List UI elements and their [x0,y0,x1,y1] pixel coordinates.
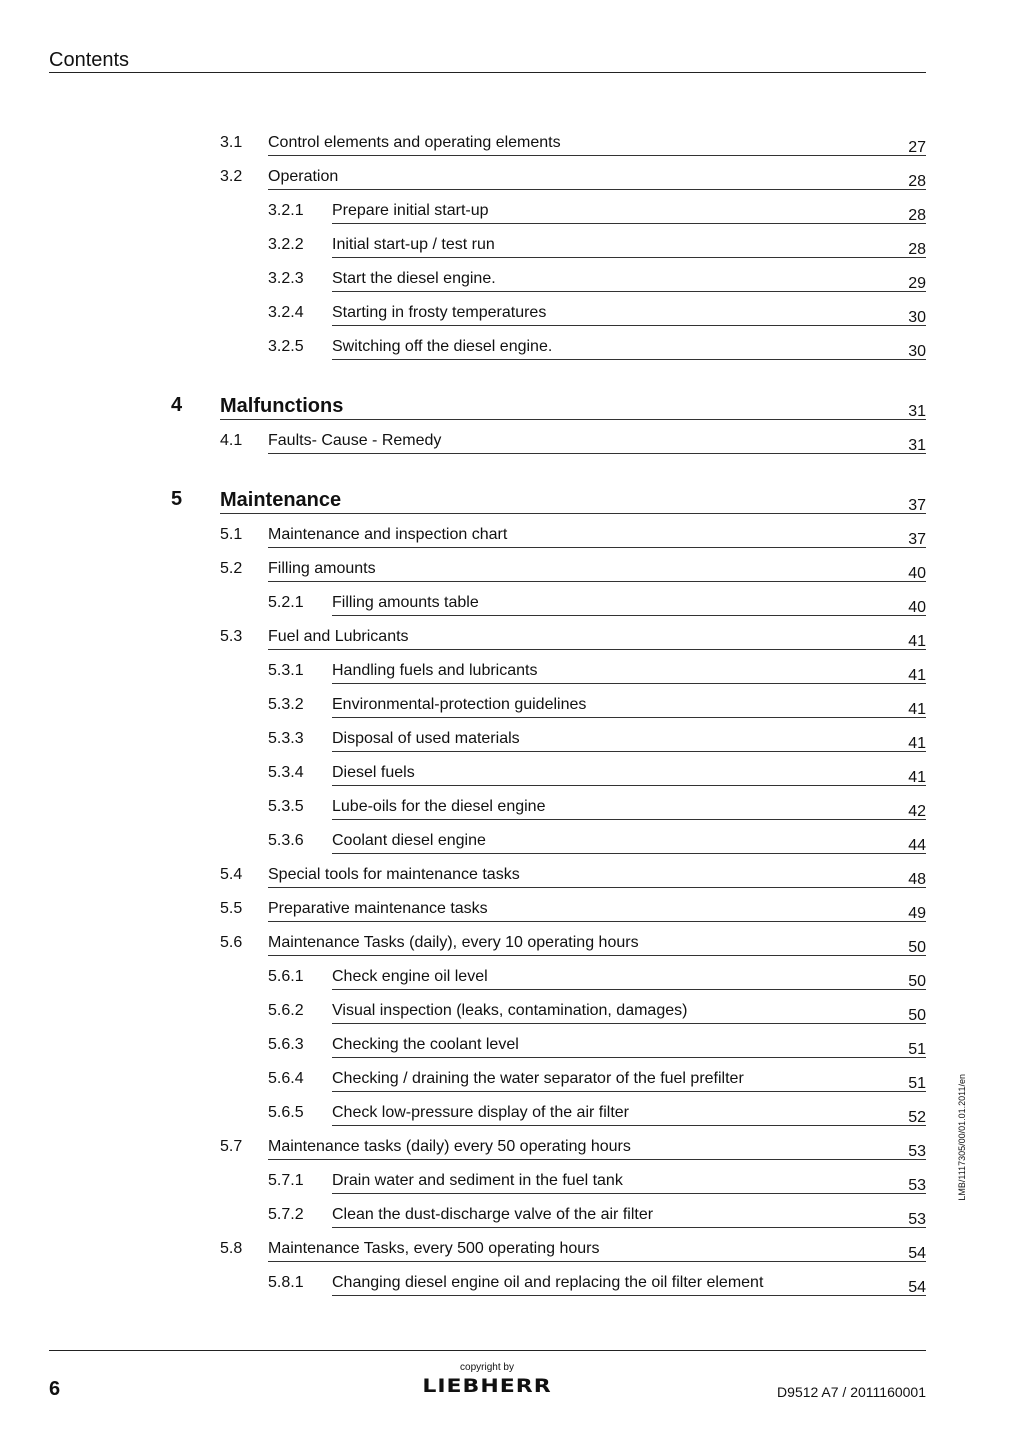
toc-entry-page: 50 [908,973,926,990]
toc-entry-page: 53 [908,1177,926,1194]
toc-entry-number: 5.6.3 [268,1036,304,1053]
toc-entry-number: 5.2 [220,560,243,577]
toc-entry-page: 27 [908,139,926,156]
toc-entry-title: Diesel fuels [332,764,415,781]
toc-entry-rule [332,661,926,684]
toc-entry-number: 3.2.2 [268,236,304,253]
toc-entry-rule [332,1035,926,1058]
toc-entry-page: 54 [908,1245,926,1262]
toc-entry-page: 37 [908,497,926,514]
toc-entry-number: 5.1 [220,526,243,543]
toc-entry-rule [332,1001,926,1024]
toc-entry-number: 3.2.5 [268,338,304,355]
toc-entry-number: 3.2 [220,168,243,185]
toc-entry-rule [268,1239,926,1262]
toc-entry-number: 5.3.6 [268,832,304,849]
toc-entry-rule [268,133,926,156]
toc-entry-title: Handling fuels and lubricants [332,662,538,679]
toc-entry-rule [268,559,926,582]
toc-entry-title: Coolant diesel engine [332,832,486,849]
toc-entry-rule [268,431,926,454]
toc-entry-number: 3.1 [220,134,243,151]
toc-entry-rule [332,337,926,360]
toc-entry-page: 40 [908,599,926,616]
toc-entry-number: 5.6.5 [268,1104,304,1121]
toc-entry-page: 53 [908,1211,926,1228]
toc-entry-page: 54 [908,1279,926,1296]
toc-entry-page: 41 [908,667,926,684]
toc-entry-page: 31 [908,403,926,420]
toc-entry-rule [332,593,926,616]
toc-entry-page: 51 [908,1041,926,1058]
toc-entry-page: 52 [908,1109,926,1126]
toc-entry-rule [268,525,926,548]
toc-entry-title: Filling amounts [268,560,376,577]
toc-entry-page: 41 [908,769,926,786]
header-title: Contents [49,49,130,71]
toc-entry-title: Control elements and operating elements [268,134,561,151]
toc-entry-rule [332,235,926,258]
toc-entry-number: 5.4 [220,866,243,883]
toc-entry-page: 30 [908,309,926,326]
toc-entry-page: 41 [908,735,926,752]
toc-entry-page: 28 [908,241,926,258]
toc-entry-rule [268,933,926,956]
toc-entry-number: 5.3.1 [268,662,304,679]
toc-entry-title: Checking the coolant level [332,1036,519,1053]
toc-entry-title: Maintenance Tasks (daily), every 10 operating hours [268,934,639,951]
toc-entry-title: Disposal of used materials [332,730,520,747]
page-number: 6 [49,1378,61,1400]
toc-entry-number: 4 [171,394,183,416]
page-header [49,48,926,73]
toc-entry-rule [332,269,926,292]
toc-entry-rule [332,1273,926,1296]
toc-entry-page: 51 [908,1075,926,1092]
toc-entry-page: 30 [908,343,926,360]
toc-entry-title: Clean the dust-discharge valve of the air filter [332,1206,654,1223]
toc-entry-number: 5.2.1 [268,594,304,611]
footer-divider [49,1350,926,1351]
toc-entry-title: Maintenance and inspection chart [268,526,508,543]
toc-entry-title: Prepare initial start-up [332,202,489,219]
toc-entry-number: 5.6.4 [268,1070,304,1087]
toc-entry-page: 37 [908,531,926,548]
side-document-code: LMB/1117305/00/01.01.2011/en [957,1074,967,1201]
toc-entry-page: 28 [908,173,926,190]
toc-entry-page: 41 [908,633,926,650]
toc-entry-rule [332,695,926,718]
toc-entry-rule [332,303,926,326]
toc-entry-title: Changing diesel engine oil and replacing the oil filter element [332,1274,764,1291]
toc-entry-title: Check low-pressure display of the air filter [332,1104,630,1121]
toc-entry-title: Fuel and Lubricants [268,628,409,645]
toc-entry-title: Maintenance [220,489,342,511]
toc-entry-rule [268,865,926,888]
toc-entry-title: Drain water and sediment in the fuel tank [332,1172,623,1189]
toc-entry-title: Special tools for maintenance tasks [268,866,520,883]
toc-entry-title: Environmental-protection guidelines [332,696,587,713]
toc-entry-page: 50 [908,939,926,956]
toc-entry-number: 5.8 [220,1240,243,1257]
toc-entry-rule [220,491,926,514]
toc-entry-title: Visual inspection (leaks, contamination, damages) [332,1002,688,1019]
toc-entry-rule [332,1171,926,1194]
toc-entry-rule [268,627,926,650]
toc-entry-rule [332,831,926,854]
toc-entry-page: 42 [908,803,926,820]
toc-entry-number: 5.5 [220,900,243,917]
toc-entry-number: 5.6.2 [268,1002,304,1019]
toc-entry-page: 53 [908,1143,926,1160]
toc-entry-rule [332,1205,926,1228]
toc-entry-number: 4.1 [220,432,243,449]
toc-entry-page: 31 [908,437,926,454]
toc-entry-rule [332,763,926,786]
toc-entry-page: 48 [908,871,926,888]
toc-entry-number: 5.7.2 [268,1206,304,1223]
toc-entry-title: Preparative maintenance tasks [268,900,488,917]
toc-entry-rule [332,1103,926,1126]
toc-entry-number: 5 [171,488,183,510]
liebherr-logo: LIEBHERR [422,1375,552,1398]
toc-entry-title: Faults- Cause - Remedy [268,432,442,449]
toc-entry-title: Checking / draining the water separator of the fuel prefilter [332,1070,744,1087]
toc-entry-number: 5.3.5 [268,798,304,815]
toc-entry-number: 3.2.4 [268,304,304,321]
toc-entry-title: Maintenance Tasks, every 500 operating hours [268,1240,600,1257]
toc-entry-page: 49 [908,905,926,922]
toc-entry-number: 5.3.3 [268,730,304,747]
toc-entry-number: 5.7 [220,1138,243,1155]
toc-entry-page: 28 [908,207,926,224]
toc-entry-title: Operation [268,168,339,185]
toc-entry-number: 5.8.1 [268,1274,304,1291]
document-id: D9512 A7 / 2011160001 [777,1384,926,1400]
toc-entry-rule [268,1137,926,1160]
copyright-text: copyright by [460,1362,514,1373]
toc-entry-number: 3.2.1 [268,202,304,219]
toc-entry-title: Malfunctions [220,395,344,417]
toc-entry-title: Switching off the diesel engine. [332,338,553,355]
toc-entry-title: Initial start-up / test run [332,236,495,253]
toc-entry-number: 5.3.4 [268,764,304,781]
toc-entry-page: 40 [908,565,926,582]
toc-entry-page: 29 [908,275,926,292]
toc-entry-number: 5.6 [220,934,243,951]
toc-entry-title: Lube-oils for the diesel engine [332,798,546,815]
toc-entry-page: 41 [908,701,926,718]
toc-entry-page: 44 [908,837,926,854]
toc-entry-number: 3.2.3 [268,270,304,287]
toc-entry-number: 5.6.1 [268,968,304,985]
toc-entry-rule [332,1069,926,1092]
toc-entry-title: Start the diesel engine. [332,270,496,287]
toc-entry-title: Starting in frosty temperatures [332,304,547,321]
toc-entry-number: 5.3.2 [268,696,304,713]
toc-entry-rule [268,167,926,190]
toc-entry-number: 5.7.1 [268,1172,304,1189]
toc-entry-rule [332,797,926,820]
toc-entry-rule [332,729,926,752]
toc-entry-title: Check engine oil level [332,968,488,985]
toc-entry-rule [332,967,926,990]
toc-entry-title: Maintenance tasks (daily) every 50 operating hours [268,1138,631,1155]
toc-entry-rule [332,201,926,224]
toc-entry-title: Filling amounts table [332,594,479,611]
toc-entry-rule [268,899,926,922]
toc-entry-number: 5.3 [220,628,243,645]
toc-entry-rule [220,397,926,420]
toc-entry-page: 50 [908,1007,926,1024]
